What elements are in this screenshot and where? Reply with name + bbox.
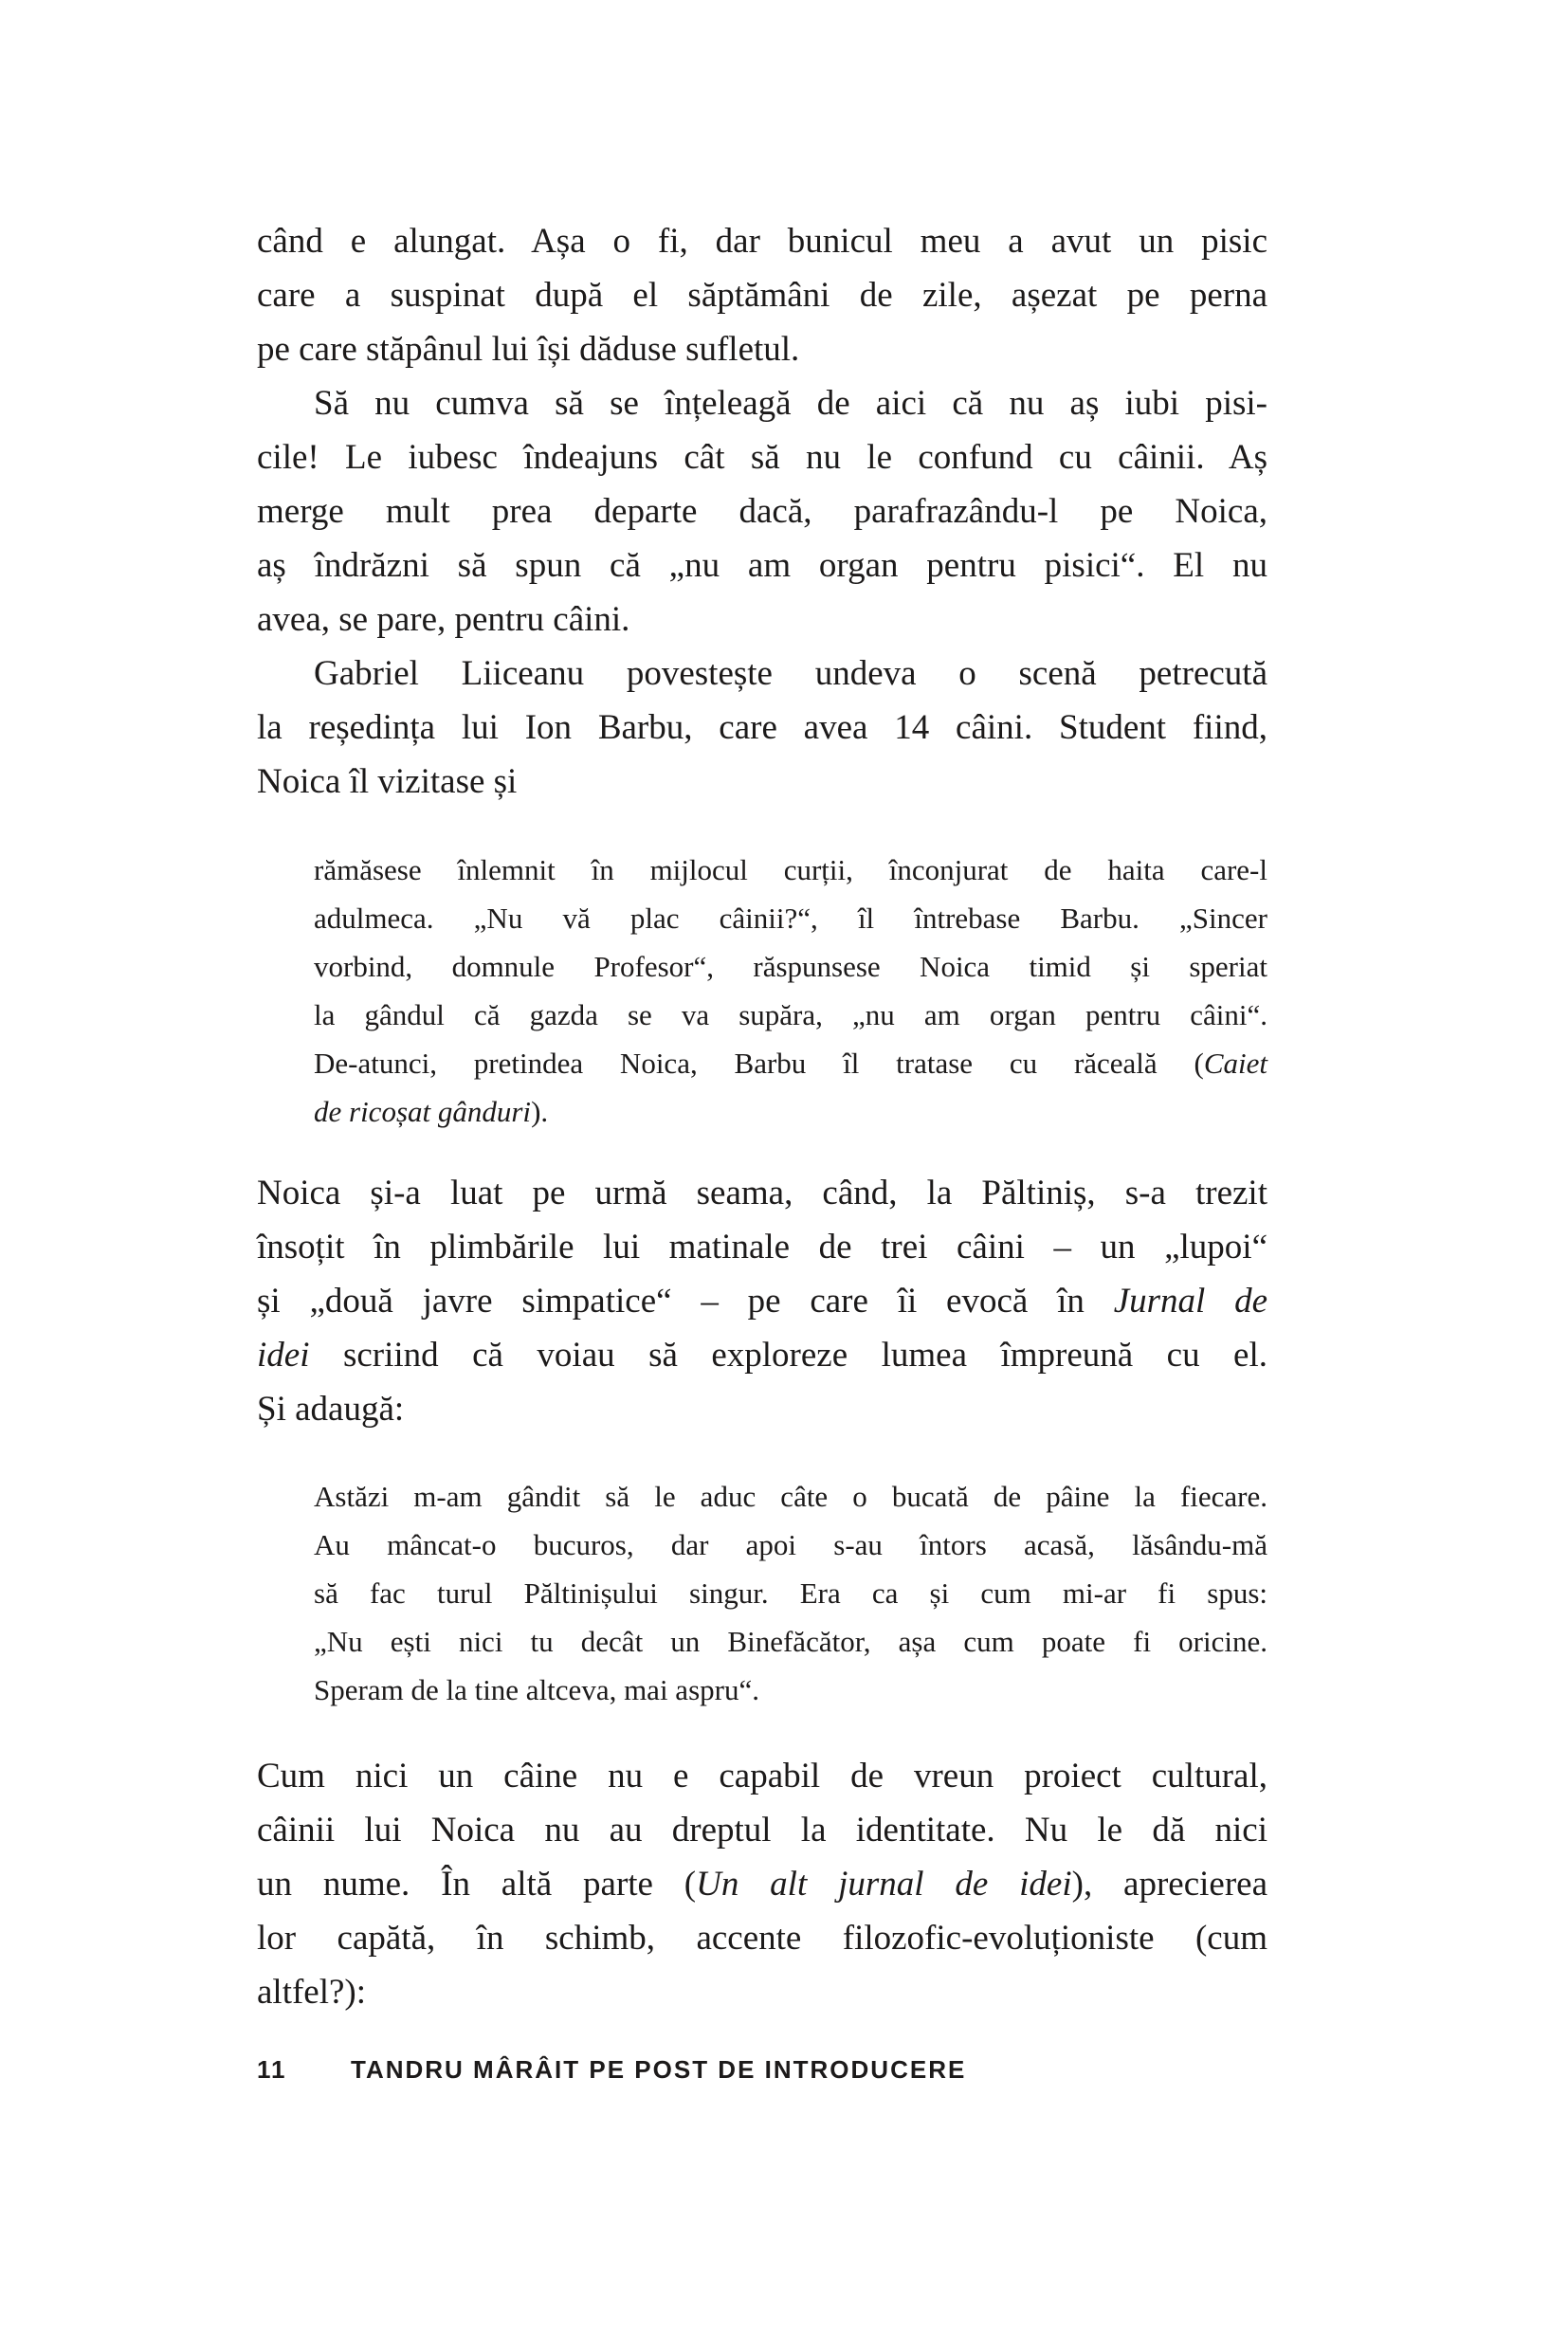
text-line — [257, 376, 1267, 430]
text-line — [314, 991, 1267, 1039]
text-segment: scriind că voiau să exploreze lumea împreună cu el. — [309, 1336, 1267, 1375]
text-segment: Speram de la tine altceva, mai aspru“. — [314, 1673, 759, 1706]
text-line — [257, 701, 1267, 755]
text-line — [257, 592, 1267, 647]
text-line — [257, 268, 1267, 322]
text-segment: De-atunci, pretindea Noica, Barbu îl tratase cu răceală ( — [314, 1047, 1204, 1080]
text-line — [257, 430, 1267, 484]
text-segment: lor capătă, în schimb, accente filozofic-evoluționiste (cum — [257, 1919, 1267, 1958]
text-line — [314, 1617, 1267, 1666]
text-segment: adulmeca. „Nu vă plac câinii?“, îl întrebase Barbu. „Sincer — [314, 902, 1267, 935]
text-line — [257, 647, 1267, 701]
text-segment: avea, se pare, pentru câini. — [257, 600, 630, 639]
text-segment: vorbind, domnule Profesor“, răspunsese Noica timid și speriat — [314, 950, 1267, 983]
text-line — [257, 1965, 1267, 2019]
text-segment: însoțit în plimbările lui matinale de trei câini – un „lupoi“ — [257, 1228, 1267, 1267]
text-segment: care a suspinat după el săptămâni de zile, așezat pe perna — [257, 276, 1267, 315]
text-segment: Și adaugă: — [257, 1390, 405, 1429]
text-segment: Noica îl vizitase și — [257, 762, 518, 801]
italic-title: idei — [257, 1336, 310, 1375]
text-line — [257, 1857, 1267, 1911]
text-line — [257, 1382, 1267, 1436]
text-line — [257, 322, 1267, 376]
blockquote-2 — [314, 1472, 1267, 1714]
text-segment: merge mult prea departe dacă, parafrazându-l pe Noica, — [257, 492, 1267, 531]
text-line — [314, 846, 1267, 894]
paragraph-block-1 — [257, 214, 1267, 809]
italic-title: Un alt jurnal de idei — [696, 1865, 1072, 1904]
text-line — [257, 1274, 1267, 1328]
text-segment: să fac turul Păltinișului singur. Era ca și cum mi-ar fi spus: — [314, 1576, 1267, 1610]
running-title: TANDRU MÂRÂIT PE POST DE INTRODUCERE — [351, 2055, 967, 2084]
text-line — [314, 1087, 1267, 1136]
italic-title: Jurnal de — [1113, 1282, 1267, 1321]
blockquote-1 — [314, 846, 1267, 1136]
text-segment: ). — [531, 1095, 549, 1128]
text-segment: câinii lui Noica nu au dreptul la identitate. Nu le dă nici — [257, 1811, 1267, 1850]
text-line — [257, 755, 1267, 809]
text-line — [257, 538, 1267, 592]
text-line — [314, 1569, 1267, 1617]
text-segment: Au mâncat-o bucuros, dar apoi s-au întors acasă, lăsându-mă — [314, 1528, 1267, 1561]
text-line — [314, 1666, 1267, 1714]
text-segment: Noica și-a luat pe urmă seama, când, la Păltiniș, s-a trezit — [257, 1174, 1267, 1212]
text-segment: Să nu cumva să se înțeleagă de aici că nu aș iubi pisi- — [314, 384, 1267, 423]
text-segment: Astăzi m-am gândit să le aduc câte o bucată de pâine la fiecare. — [314, 1480, 1267, 1513]
text-segment: altfel?): — [257, 1973, 367, 2012]
text-segment: un nume. În altă parte ( — [257, 1865, 697, 1904]
paragraph-block-3 — [257, 1749, 1267, 2019]
text-line — [314, 894, 1267, 942]
text-segment: cile! Le iubesc îndeajuns cât să nu le confund cu câinii. Aș — [257, 438, 1267, 477]
italic-title: de ricoșat gânduri — [314, 1095, 532, 1128]
text-segment: ), aprecierea — [1071, 1865, 1267, 1904]
page-number: 11 — [257, 2055, 287, 2084]
text-segment: Cum nici un câine nu e capabil de vreun proiect cultural, — [257, 1757, 1267, 1795]
text-line — [257, 214, 1267, 268]
text-segment: pe care stăpânul lui își dăduse sufletul. — [257, 330, 800, 369]
text-line — [314, 1472, 1267, 1521]
text-segment: la reședința lui Ion Barbu, care avea 14 câini. Student fiind, — [257, 708, 1267, 747]
text-line — [257, 1328, 1267, 1382]
text-segment: „Nu ești nici tu decât un Binefăcător, așa cum poate fi oricine. — [314, 1625, 1267, 1658]
text-line — [257, 484, 1267, 538]
text-segment: Gabriel Liiceanu povestește undeva o scenă petrecută — [314, 654, 1267, 693]
text-line — [314, 942, 1267, 991]
text-segment: și „două javre simpatice“ – pe care îi evocă în — [257, 1282, 1114, 1321]
text-line — [257, 1220, 1267, 1274]
text-segment: rămăsese înlemnit în mijlocul curții, înconjurat de haita care-l — [314, 853, 1267, 886]
text-segment: aș îndrăzni să spun că „nu am organ pentru pisici“. El nu — [257, 546, 1267, 585]
text-line — [257, 1166, 1267, 1220]
paragraph-block-2 — [257, 1166, 1267, 1436]
text-line — [257, 1803, 1267, 1857]
text-line — [257, 1749, 1267, 1803]
text-segment: la gândul că gazda se va supăra, „nu am organ pentru câini“. — [314, 998, 1267, 1031]
text-segment: când e alungat. Așa o fi, dar bunicul meu a avut un pisic — [257, 222, 1267, 261]
text-line — [314, 1521, 1267, 1569]
italic-title: Caiet — [1203, 1047, 1267, 1080]
text-line — [257, 1911, 1267, 1965]
text-line — [314, 1039, 1267, 1087]
